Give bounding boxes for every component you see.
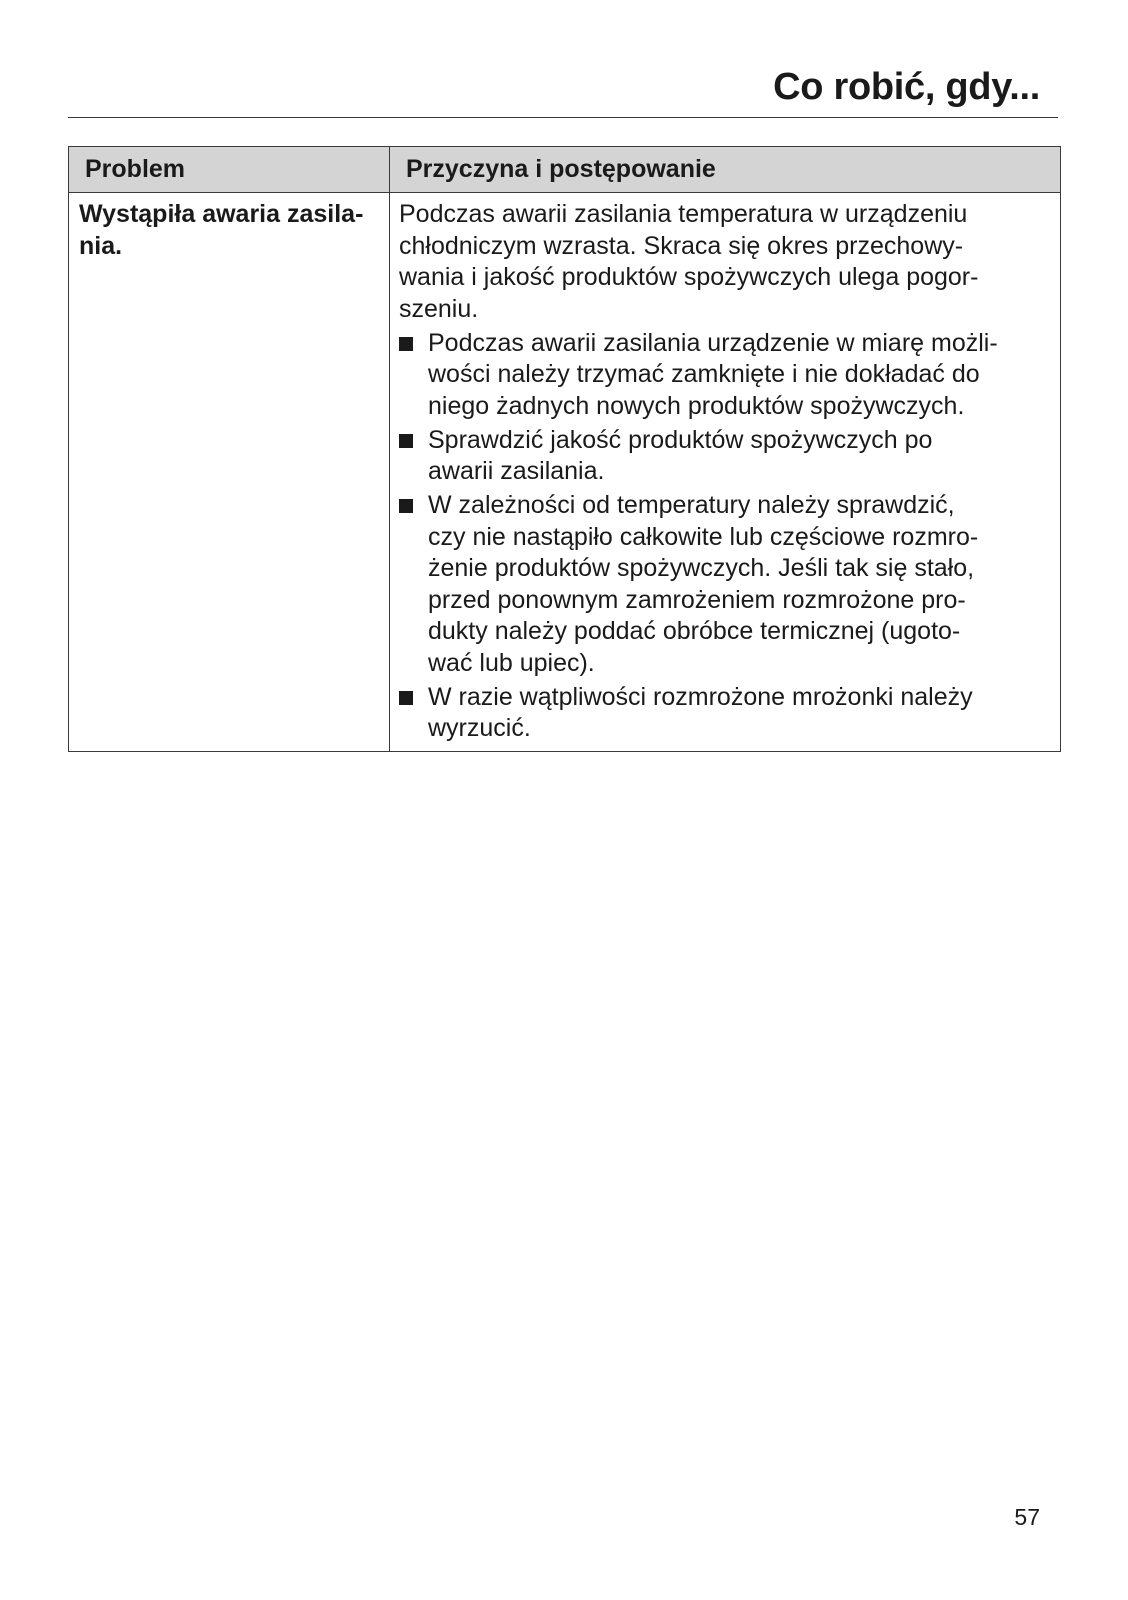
- problem-text-line: nia.: [79, 231, 123, 260]
- intro-line: wania i jakość produktów spożywczych ulega pogor-: [399, 263, 979, 291]
- list-item-line: Sprawdzić jakość produktów spożywczych po: [428, 425, 933, 454]
- page-number: 57: [1014, 1504, 1040, 1530]
- list-item: [399, 490, 1046, 679]
- list-item: [399, 425, 1046, 488]
- page-title: Co robić, gdy...: [773, 66, 1040, 108]
- intro-line: Podczas awarii zasilania temperatura w urządzeniu: [399, 200, 968, 228]
- action-list: [399, 328, 1046, 745]
- square-bullet-icon: [399, 691, 413, 705]
- square-bullet-icon: [399, 337, 413, 351]
- problem-text-line: Wystąpiła awaria zasila-: [79, 200, 364, 228]
- list-item-line: czy nie nastąpiło całkowite lub częściowe rozmro-: [428, 522, 979, 551]
- square-bullet-icon: [399, 434, 413, 448]
- list-item-line: niego żadnych nowych produktów spożywczych.: [428, 391, 965, 420]
- list-item-line: przed ponownym zamrożeniem rozmrożone pro-: [428, 585, 966, 614]
- list-item-line: W zależności od temperatury należy sprawdzić,: [428, 491, 955, 519]
- intro-line: chłodniczym wzrasta. Skraca się okres przechowy-: [399, 231, 964, 260]
- list-item-line: W razie wątpliwości rozmrożone mrożonki należy: [428, 682, 973, 711]
- column-header-problem: Problem: [69, 147, 390, 193]
- problem-cell: [69, 193, 390, 752]
- list-item-line: wać lub upiec).: [428, 648, 595, 677]
- troubleshooting-table: [68, 146, 1061, 752]
- table-row: [69, 193, 1061, 752]
- list-item-line: awarii zasilania.: [428, 457, 605, 485]
- solution-cell: [390, 193, 1061, 752]
- list-item-line: dukty należy poddać obróbce termicznej (ugoto-: [428, 617, 961, 645]
- intro-paragraph: [399, 199, 1046, 325]
- square-bullet-icon: [399, 499, 413, 513]
- list-item-line: żenie produktów spożywczych. Jeśli tak się stało,: [428, 554, 975, 582]
- intro-line: szeniu.: [399, 294, 479, 323]
- title-divider: [68, 117, 1058, 118]
- list-item: [399, 682, 1046, 745]
- list-item-line: wości należy trzymać zamknięte i nie dokładać do: [428, 360, 980, 388]
- table-header-row: [69, 147, 1061, 193]
- list-item-line: wyrzucić.: [428, 714, 531, 742]
- column-header-cause-and-action: Przyczyna i postępowanie: [390, 147, 1061, 193]
- list-item: [399, 328, 1046, 423]
- list-item-line: Podczas awarii zasilania urządzenie w miarę możli-: [428, 328, 998, 357]
